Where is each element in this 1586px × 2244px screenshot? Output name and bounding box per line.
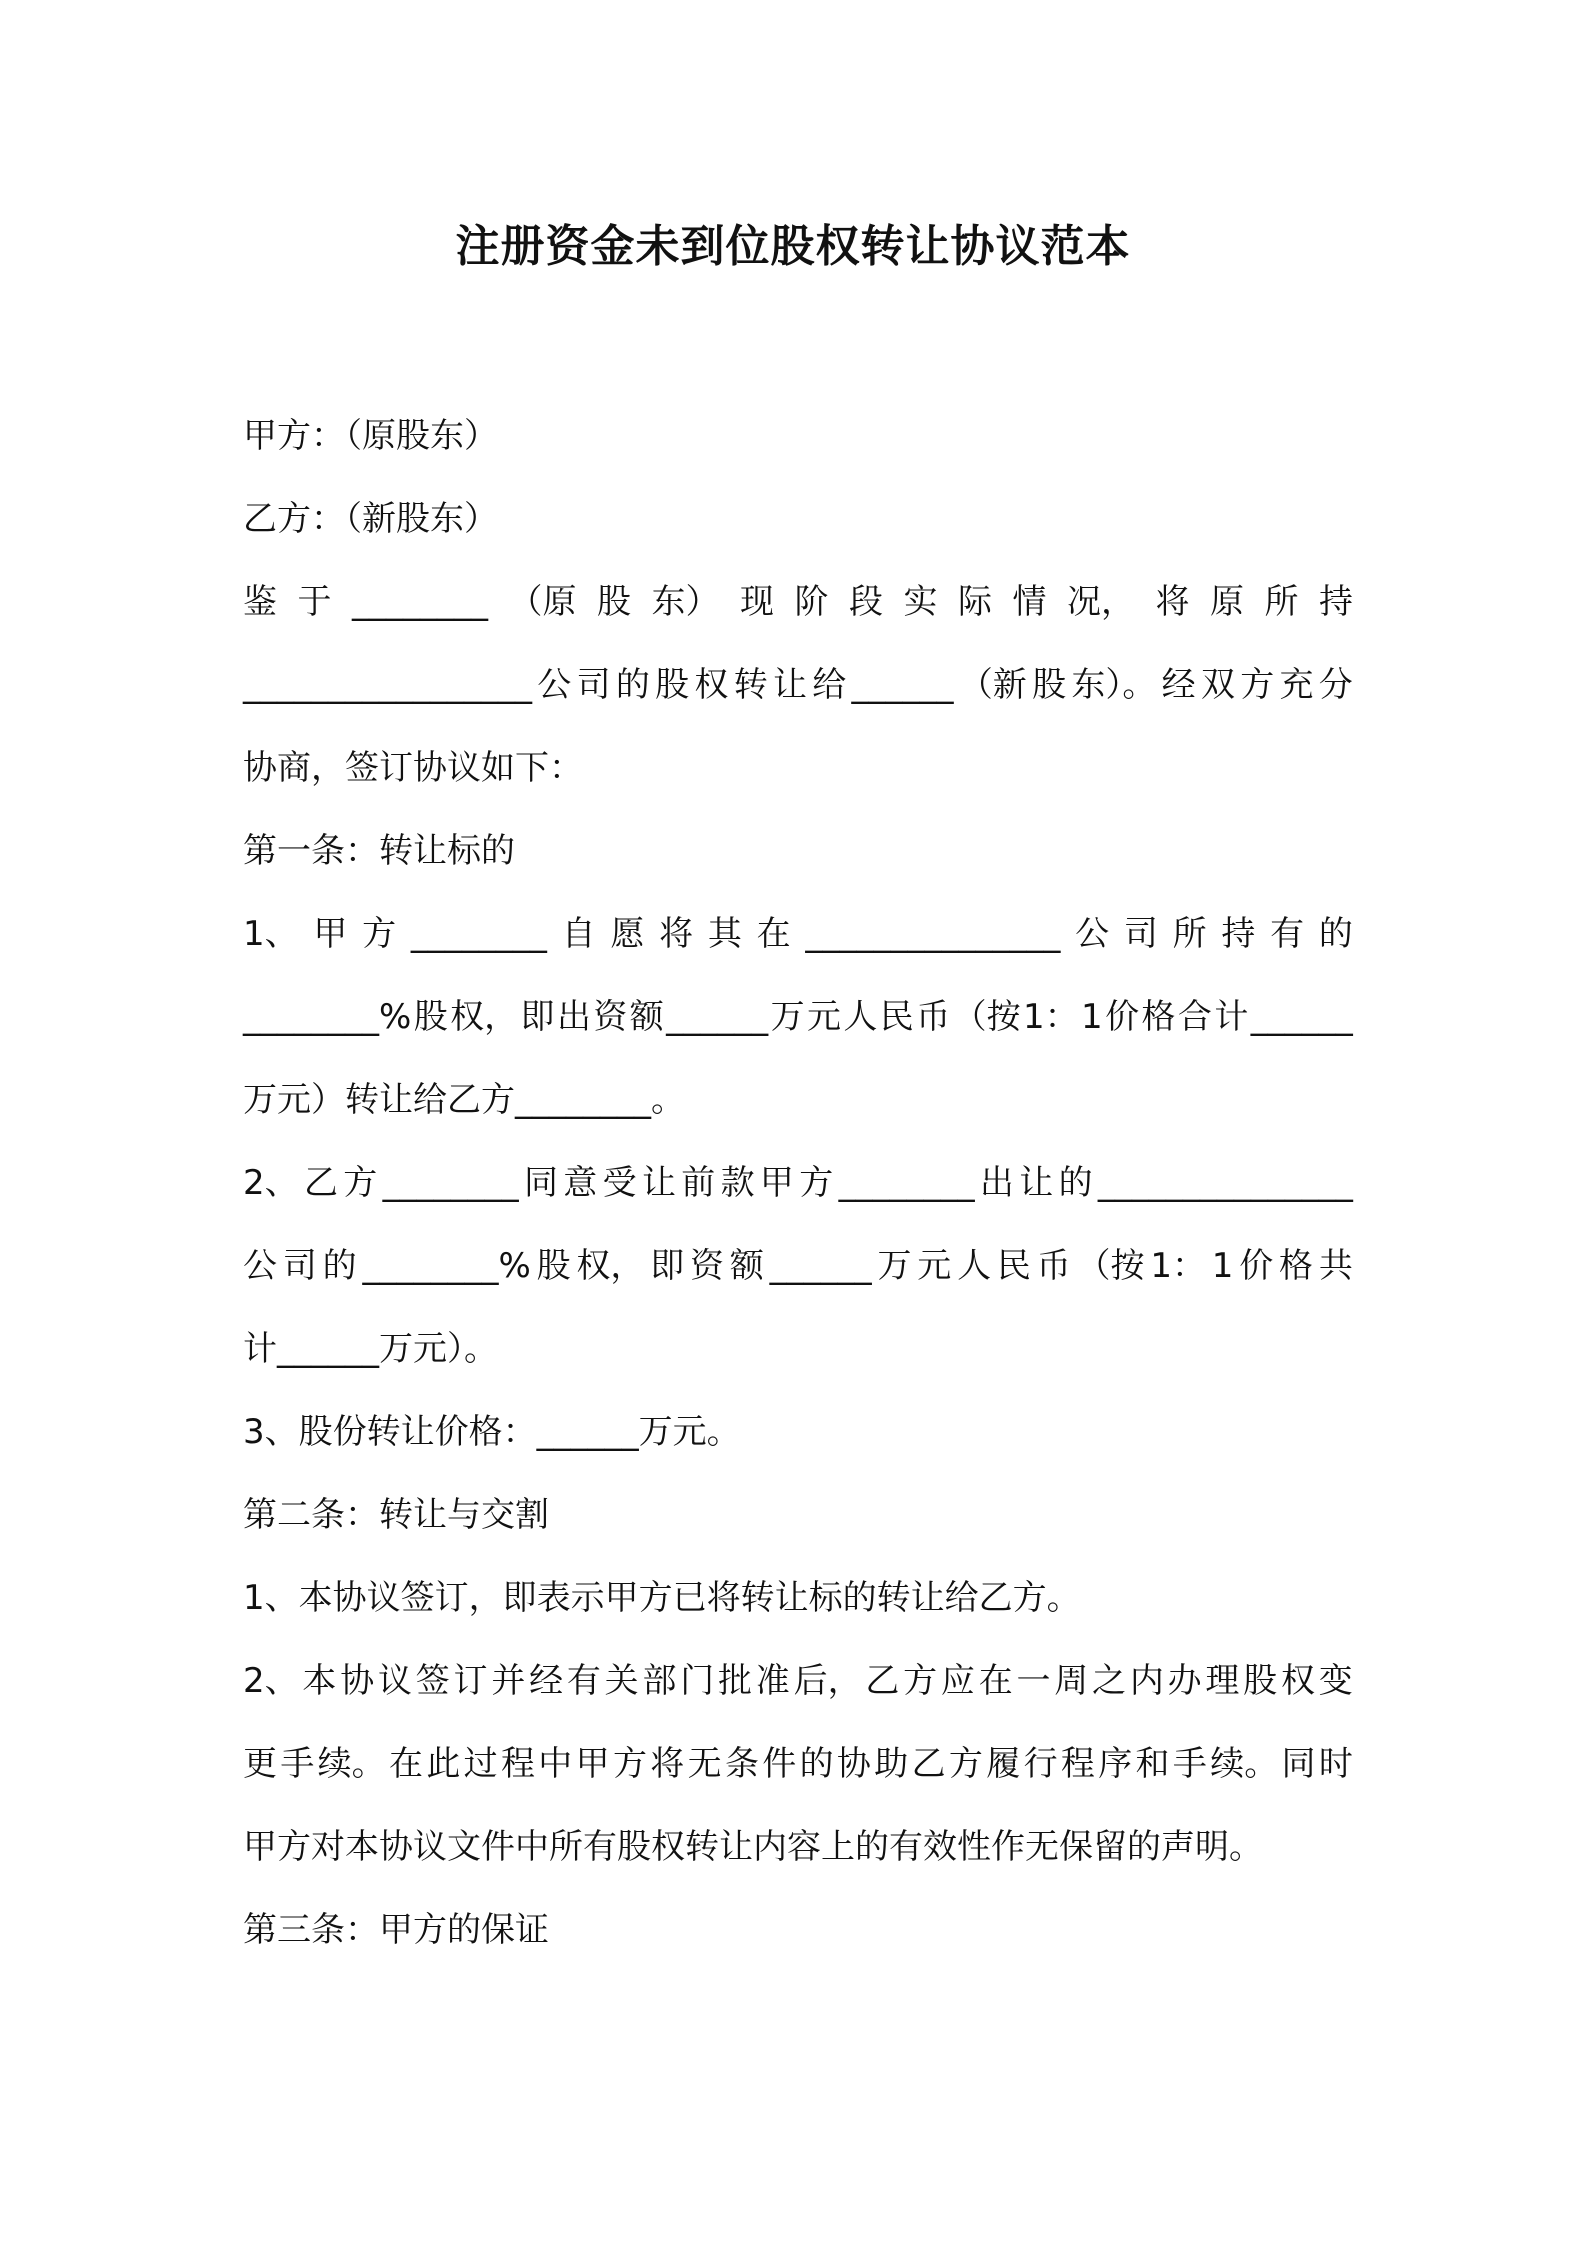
text-run: 东） <box>651 582 720 622</box>
text-run: 分 <box>1318 665 1353 705</box>
text-run: 在 <box>978 1661 1013 1701</box>
text-run: 原 <box>1210 582 1244 622</box>
text-run: 在 <box>756 914 791 954</box>
text-run: 部 <box>642 1661 677 1701</box>
text-run: ________ <box>352 582 488 622</box>
text-run: _______________ <box>1097 1163 1353 1203</box>
text-run: 的 <box>322 1246 357 1286</box>
text-run: 后， <box>793 1661 862 1701</box>
text-run: 实 <box>903 582 938 622</box>
text-run: 程 <box>500 1744 535 1784</box>
text-run: 价 <box>1239 1246 1274 1286</box>
text-run: 条 <box>724 1744 759 1784</box>
text-run: 一 <box>1016 1661 1051 1701</box>
text-run: 中 <box>538 1744 573 1784</box>
text-run: 民 <box>996 1246 1031 1286</box>
text-run: 的 <box>1058 1163 1093 1203</box>
text-run: （原 <box>508 582 577 622</box>
article-heading: 第一条：转让标的 <box>243 831 515 871</box>
text-run: 2、 <box>243 1163 299 1203</box>
text-run: 应 <box>940 1661 975 1701</box>
text-run: 人 <box>843 997 878 1037</box>
text-run: 公 <box>537 665 572 705</box>
text-run: 有 <box>1270 914 1305 954</box>
text-run: 关 <box>604 1661 639 1701</box>
text-run: 件 <box>762 1744 797 1784</box>
text-run: 格 <box>1141 997 1176 1037</box>
text-run: 币 <box>916 997 951 1037</box>
text-run: 民 <box>879 997 914 1037</box>
text-run: 方 <box>612 1744 647 1784</box>
text-run: （新 <box>958 665 1027 705</box>
text-run: 前 <box>681 1163 716 1203</box>
text-run: 并 <box>491 1661 526 1701</box>
text-run: 价 <box>1105 997 1140 1037</box>
text-run: 时 <box>1318 1744 1353 1784</box>
text-run: 其 <box>707 914 742 954</box>
text-run: 股 <box>597 582 631 622</box>
text-run: 司 <box>282 1246 317 1286</box>
text-run: 东）。 <box>1071 665 1157 705</box>
text-run: 在 <box>388 1744 423 1784</box>
text-run: 方 <box>903 1661 938 1701</box>
text-run: 议 <box>377 1661 412 1701</box>
text-run: 行 <box>1023 1744 1058 1784</box>
text-run: 持 <box>1221 914 1256 954</box>
text-run: 助 <box>874 1744 909 1784</box>
text-run: 元 <box>917 1246 952 1286</box>
text-run: 额 <box>629 997 664 1037</box>
text-run: ______ <box>769 1246 872 1286</box>
party-a-line: 甲方：（原股东） <box>243 416 498 456</box>
text-run: 协 <box>340 1661 375 1701</box>
text-run: 情 <box>1012 582 1047 622</box>
article-heading: 第二条：转让与交割 <box>243 1495 549 1535</box>
text-run: 程 <box>1060 1744 1095 1784</box>
text-run: 周 <box>1054 1661 1089 1701</box>
text-run: 股 <box>413 997 448 1037</box>
text-run: 出 <box>979 1163 1014 1203</box>
text-run: 有 <box>566 1661 601 1701</box>
text-run: 签 <box>415 1661 450 1701</box>
text-run: ________% <box>362 1246 531 1286</box>
text-run: 况， <box>1067 582 1135 622</box>
document-title: 注册资金未到位股权转让协议范本 <box>455 221 1131 272</box>
text-run: 此 <box>426 1744 461 1784</box>
text-run: 之 <box>1092 1661 1127 1701</box>
text-run: 双 <box>1200 665 1235 705</box>
text-run: 鉴 <box>243 582 277 622</box>
text-run: 格 <box>1279 1246 1314 1286</box>
text-run: ______ <box>666 997 769 1037</box>
text-run: 履 <box>986 1744 1021 1784</box>
text-run: 同 <box>1281 1744 1316 1784</box>
text-run: 乙 <box>911 1744 946 1784</box>
text-run: 股 <box>536 1246 571 1286</box>
text-run: 即 <box>650 1246 685 1286</box>
text-run: ______ <box>851 665 954 705</box>
text-run: 2、 <box>243 1661 299 1701</box>
text-run: 甲 <box>759 1163 794 1203</box>
text-run: 甲 <box>313 914 348 954</box>
text-run: 股 <box>1243 1661 1278 1701</box>
text-run: 万 <box>877 1246 912 1286</box>
text-run: 公 <box>243 1246 277 1286</box>
party-b-line: 乙方：（新股东） <box>243 499 498 539</box>
text-run: 理 <box>1205 1661 1240 1701</box>
text-run: 股 <box>655 665 690 705</box>
text-run: 资 <box>593 997 628 1037</box>
text-run: 权， <box>450 997 519 1037</box>
clause-line <box>243 1238 1353 1321</box>
text-run: 的 <box>1318 914 1353 954</box>
text-run: 本 <box>302 1661 337 1701</box>
text-run: 协 <box>836 1744 871 1784</box>
text-run: 司 <box>1123 914 1158 954</box>
text-run: 出 <box>556 997 591 1037</box>
text-run: 将 <box>659 914 694 954</box>
text-run: 合 <box>1177 997 1212 1037</box>
text-run: 于 <box>297 582 332 622</box>
document-body <box>243 408 1353 1985</box>
text-run: 乙 <box>865 1661 900 1701</box>
text-run: 甲 <box>575 1744 610 1784</box>
text-run: 订 <box>453 1661 488 1701</box>
text-run: 更 <box>243 1744 277 1784</box>
text-run: ________ <box>838 1163 975 1203</box>
clause-line: 甲方对本协议文件中所有股权转让内容上的有效性作无保留的声明。 <box>243 1827 1263 1867</box>
text-run: 手 <box>1172 1744 1207 1784</box>
text-run: 将 <box>1155 582 1190 622</box>
text-run: 段 <box>849 582 883 622</box>
preamble-line <box>243 657 1353 740</box>
text-run: 方 <box>362 914 397 954</box>
text-run: 1 <box>1081 997 1103 1037</box>
text-run: 手 <box>280 1744 315 1784</box>
text-run: 方 <box>343 1163 378 1203</box>
text-run: 共 <box>1318 1246 1353 1286</box>
text-run: 愿 <box>610 914 645 954</box>
text-run: 万 <box>770 997 805 1037</box>
text-run: 人 <box>957 1246 992 1286</box>
text-run: 即 <box>520 997 555 1037</box>
text-run: 持 <box>1319 582 1353 622</box>
text-run: ________% <box>243 997 412 1037</box>
text-run: 阶 <box>794 582 829 622</box>
text-run: 元 <box>806 997 841 1037</box>
text-run: 受 <box>602 1163 637 1203</box>
text-run: 所 <box>1264 582 1299 622</box>
clause-line <box>243 989 1353 1072</box>
text-run: 司 <box>576 665 611 705</box>
text-run: 权， <box>576 1246 645 1286</box>
text-run: 计 <box>1214 997 1249 1037</box>
text-run: 1： <box>1150 1246 1206 1286</box>
text-run: 转 <box>733 665 768 705</box>
text-run: _______________ <box>805 914 1061 954</box>
text-run: 资 <box>690 1246 724 1286</box>
text-run: 续。 <box>1210 1744 1279 1784</box>
text-run: 充 <box>1279 665 1314 705</box>
text-run: 将 <box>650 1744 685 1784</box>
clause-line: 万元）转让给乙方________。 <box>243 1080 685 1120</box>
text-run: 权 <box>1280 1661 1315 1701</box>
text-run: 让 <box>1019 1163 1054 1203</box>
text-run: 同 <box>523 1163 558 1203</box>
text-run: 过 <box>463 1744 498 1784</box>
text-run: 门 <box>680 1661 715 1701</box>
text-run: 经 <box>529 1661 564 1701</box>
text-run: 批 <box>718 1661 753 1701</box>
text-run: ______ <box>1250 997 1353 1037</box>
text-run: 1、 <box>243 914 299 954</box>
text-run: 方 <box>1240 665 1275 705</box>
text-run: 乙 <box>303 1163 338 1203</box>
text-run: 额 <box>729 1246 764 1286</box>
text-run: 1： <box>1023 997 1079 1037</box>
clause-line: 计______万元）。 <box>243 1329 498 1369</box>
text-run: 际 <box>958 582 992 622</box>
text-run: 序 <box>1098 1744 1133 1784</box>
text-run: 变 <box>1318 1661 1353 1701</box>
preamble-line: 协商，签订协议如下： <box>243 748 583 788</box>
text-run: 自 <box>561 914 596 954</box>
text-run: 内 <box>1129 1661 1164 1701</box>
text-run: 公 <box>1075 914 1110 954</box>
preamble-line <box>243 574 1353 657</box>
clause-line <box>243 1155 1353 1238</box>
text-run: ________ <box>382 1163 519 1203</box>
text-run: 方 <box>948 1744 983 1784</box>
text-run: （按 <box>1076 1246 1145 1286</box>
text-run: 方 <box>799 1163 834 1203</box>
text-run: 办 <box>1167 1661 1202 1701</box>
text-run: 经 <box>1161 665 1196 705</box>
text-run: 的 <box>799 1744 834 1784</box>
text-run: 给 <box>812 665 847 705</box>
article-heading: 第三条：甲方的保证 <box>243 1910 549 1950</box>
text-run: 让 <box>772 665 807 705</box>
text-run: 续。 <box>317 1744 386 1784</box>
text-run: 股 <box>1032 665 1067 705</box>
clause-line <box>243 1653 1353 1736</box>
text-run: 和 <box>1135 1744 1170 1784</box>
text-run: 准 <box>755 1661 790 1701</box>
text-run: 币 <box>1036 1246 1071 1286</box>
clause-line: 1、本协议签订，即表示甲方已将转让标的转让给乙方。 <box>243 1578 1081 1618</box>
text-run: 1 <box>1211 1246 1234 1286</box>
text-run: （按 <box>952 997 1021 1037</box>
clause-line <box>243 1736 1353 1819</box>
text-run: 现 <box>740 582 774 622</box>
text-run: 权 <box>694 665 729 705</box>
text-run: 让 <box>641 1163 676 1203</box>
text-run: 所 <box>1172 914 1207 954</box>
text-run: ________ <box>410 914 547 954</box>
text-run: 意 <box>563 1163 598 1203</box>
text-run: 的 <box>615 665 650 705</box>
clause-line: 3、股份转让价格：______万元。 <box>243 1412 741 1452</box>
text-run: _________________ <box>243 665 532 705</box>
text-run: 无 <box>687 1744 722 1784</box>
text-run: 款 <box>720 1163 755 1203</box>
clause-line <box>243 906 1353 989</box>
